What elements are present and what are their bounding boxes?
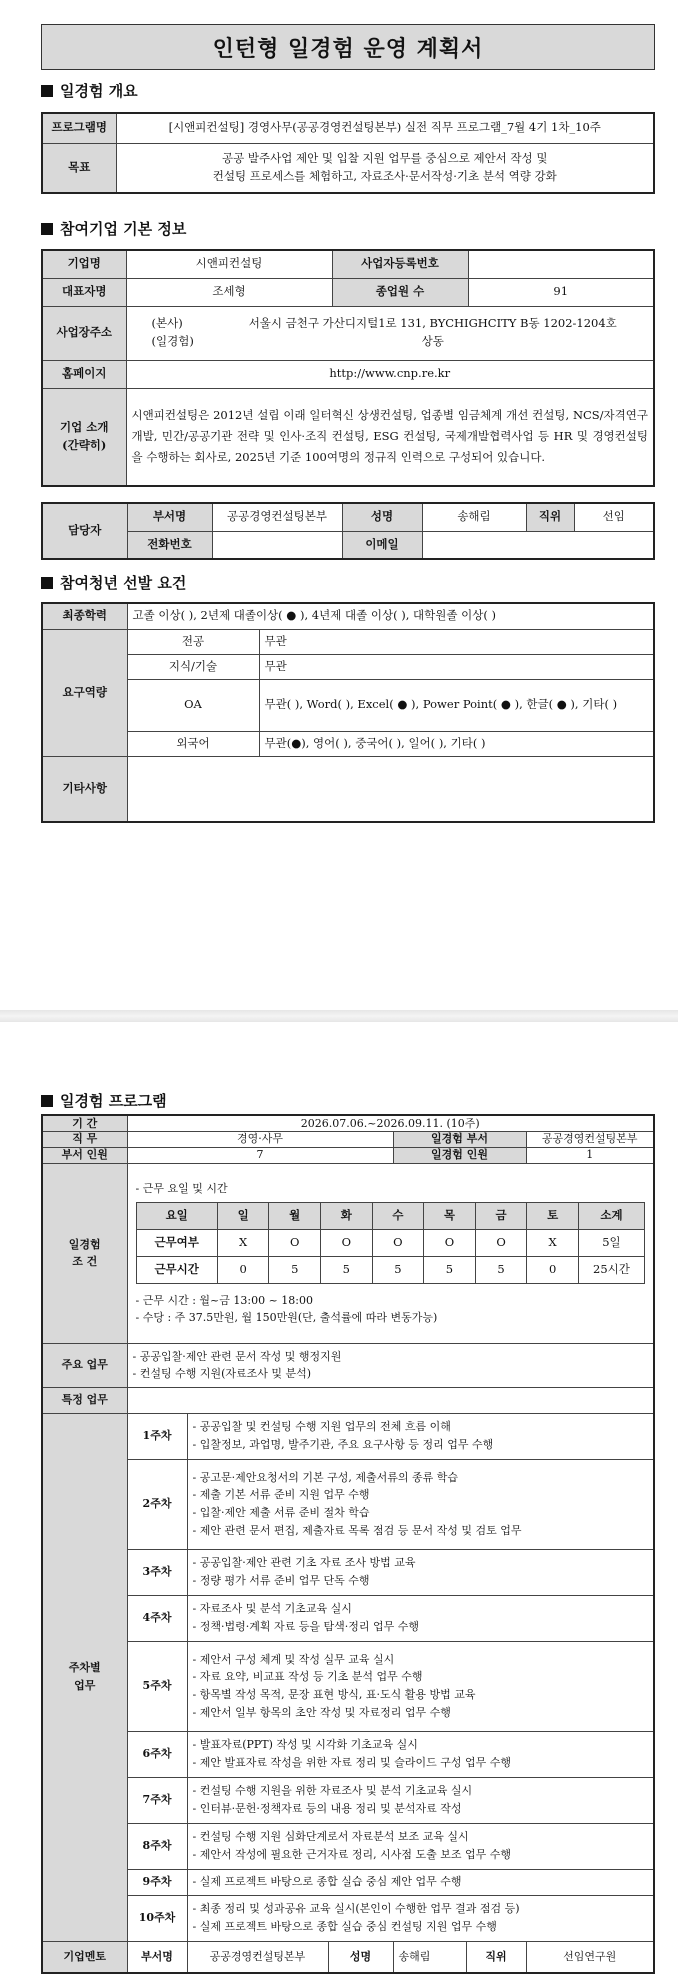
manager-name-label: 성명 [342,503,422,531]
week-task-line: - 제출 기본 서류 준비 지원 업무 수행 [192,1488,370,1502]
week-tasks [187,1869,654,1895]
schedule-cell: 5일 [578,1230,644,1257]
page-gap [0,1010,678,1022]
section-company-heading [41,218,186,239]
schedule-cell: 5 [424,1256,476,1283]
intern-count-label: 일경험 인원 [393,1147,526,1163]
major-value: 무관 [259,629,654,654]
week-task-line: - 입찰정보, 과업명, 발주기관, 주요 요구사항 등 정리 업무 수행 [192,1438,494,1451]
address-value [126,306,654,360]
bizno-label: 사업자등록번호 [332,250,468,278]
etc-value [127,756,654,822]
manager-label: 담당자 [42,503,127,559]
goal-label: 목표 [42,143,116,193]
week-label: 5주차 [127,1641,187,1731]
week-tasks [187,1895,654,1941]
manager-email-value [422,531,654,559]
week-task-line: - 발표자료(PPT) 작성 및 시각화 기초교육 실시 [192,1738,418,1752]
mentor-label: 기업멘토 [42,1941,127,1973]
week-tasks [187,1595,654,1641]
conditions-label-line: 조 건 [72,1255,98,1268]
manager-tel-label: 전화번호 [127,531,212,559]
company-table [41,249,655,487]
main-duty-line: - 컨설팅 수행 지원(자료조사 및 분석) [132,1367,312,1380]
section-title: 일경험 프로그램 [60,1092,167,1110]
week-task-line: - 컨설팅 수행 지원 심화단계로서 자료분석 보조 교육 실시 [192,1830,469,1844]
period-value: 2026.07.06.~2026.09.11. (10주) [127,1115,654,1131]
intern-count-value: 1 [526,1147,654,1163]
section-requirements-heading [41,572,186,593]
schedule-header: 소계 [578,1203,644,1230]
pay-text: - 수당 : 주 37.5만원, 월 150만원(단, 출석률에 따라 변동가능) [135,1310,438,1324]
conditions-intro: - 근무 요일 및 시간 [135,1182,228,1196]
square-bullet-icon [41,85,53,97]
intro-label-line: 기업 소개 [60,419,109,434]
schedule-header: 목 [424,1203,476,1230]
address-hq: 서울시 금천구 가산디지털1로 131, BYCHIGHCITY B동 1202-1204호 [248,316,617,331]
skill-value: 무관 [259,654,654,679]
week-tasks [187,1777,654,1823]
major-label: 전공 [127,629,259,654]
special-duties-label: 특정 업무 [42,1387,127,1413]
language-value: 무관(●), 영어( ), 중국어( ), 일어( ), 기타( ) [259,731,654,756]
homepage-label: 홈페이지 [42,360,126,388]
employee-label: 종업원 수 [332,278,468,306]
manager-tel-value [212,531,342,559]
schedule-cell: O [475,1230,527,1257]
week-label: 3주차 [127,1549,187,1595]
mentor-name-label: 성명 [328,1941,393,1973]
schedule-cell: X [527,1230,579,1257]
weekly-label-line: 업무 [74,1679,96,1692]
schedule-cell: 0 [217,1256,269,1283]
week-label: 7주차 [127,1777,187,1823]
week-label: 8주차 [127,1823,187,1869]
schedule-row-label: 근무시간 [136,1256,217,1283]
main-duties-label: 주요 업무 [42,1343,127,1387]
conditions-label-line: 일경험 [68,1237,101,1251]
schedule-header: 금 [475,1203,527,1230]
schedule-cell: 25시간 [578,1256,644,1283]
program-value: [시앤피컨설팅] 경영사무(공공경영컨설팅본부) 실전 직무 프로그램_7월 4기 1차_10주 [116,113,654,143]
education-value: 고졸 이상( ), 2년제 대졸이상( ● ), 4년제 대졸 이상( ), 대학원졸 이상( ) [127,603,654,629]
address-site: 상동 [421,334,444,348]
address-label: 사업장주소 [42,306,126,360]
schedule-cell: O [269,1230,321,1257]
week-task-line: - 인터뷰·문헌·정책자료 등의 내용 정리 및 분석자료 작성 [192,1802,462,1815]
manager-name-value: 송해림 [422,503,526,531]
program-table [41,1114,655,1974]
company-value: 시앤피컨설팅 [126,250,332,278]
mentor-dept-label: 부서명 [127,1941,187,1973]
main-duties-value [127,1343,654,1387]
section-program-heading [41,1090,167,1111]
company-label: 기업명 [42,250,126,278]
schedule-header: 화 [321,1203,373,1230]
week-task-line: - 공고문·제안요청서의 기본 구성, 제출서류의 종류 학습 [192,1470,458,1484]
ceo-label: 대표자명 [42,278,126,306]
mentor-position-value: 선임연구원 [526,1941,654,1973]
manager-table [41,502,655,560]
conditions-value [127,1163,654,1343]
week-task-line: - 자료조사 및 분석 기초교육 실시 [192,1602,352,1616]
week-task-line: - 제안 발표자료 작성을 위한 자료 정리 및 슬라이드 구성 업무 수행 [192,1756,511,1769]
section-title: 참여청년 선발 요건 [60,574,187,592]
week-tasks [187,1731,654,1777]
program-dept-label: 일경험 부서 [393,1131,526,1147]
manager-email-label: 이메일 [342,531,422,559]
week-task-line: - 정책·법령·계획 자료 등을 탐색·정리 업무 수행 [192,1620,419,1633]
week-task-line: - 공공입찰 및 컨설팅 수행 지원 업무의 전체 흐름 이해 [192,1420,451,1434]
schedule-header: 일 [217,1203,269,1230]
week-task-line: - 공공입찰·제안 관련 기초 자료 조사 방법 교육 [192,1556,416,1570]
oa-value: 무관( ), Word( ), Excel( ● ), Power Point( ● ), 한글( ● ), 기타( ) [259,679,654,731]
ceo-value: 조세형 [126,278,332,306]
square-bullet-icon [41,1095,53,1107]
schedule-header: 요일 [136,1203,217,1230]
etc-label: 기타사항 [42,756,127,822]
week-task-line: - 정량 평가 서류 준비 업무 단독 수행 [192,1574,370,1587]
schedule-cell: 5 [475,1256,527,1283]
week-task-line: - 실제 프로젝트 바탕으로 종합 실습 중심 컨설팅 지원 업무 수행 [192,1920,497,1933]
schedule-header: 수 [372,1203,424,1230]
manager-dept-value: 공공경영컨설팅본부 [212,503,342,531]
manager-position-label: 직위 [526,503,574,531]
week-label: 10주차 [127,1895,187,1941]
mentor-position-label: 직위 [466,1941,526,1973]
program-dept-value: 공공경영컨설팅본부 [526,1131,654,1147]
conditions-label [42,1163,127,1343]
schedule-cell: X [217,1230,269,1257]
week-task-line: - 컨설팅 수행 지원을 위한 자료조사 및 분석 기초교육 실시 [192,1784,473,1798]
schedule-cell: 5 [372,1256,424,1283]
week-task-line: - 제안서 작성에 필요한 근거자료 정리, 시사점 도출 보조 업무 수행 [192,1848,511,1861]
week-label: 4주차 [127,1595,187,1641]
goal-value [116,143,654,193]
week-task-line: - 자료 요약, 비교표 작성 등 기초 분석 업무 수행 [192,1670,423,1684]
goal-line: 컨설팅 프로세스를 체험하고, 자료조사·문서작성·기초 분석 역량 강화 [212,168,557,183]
main-duty-line: - 공공입찰·제안 관련 문서 작성 및 행정지원 [132,1349,342,1363]
employee-value: 91 [468,278,654,306]
week-tasks [187,1459,654,1549]
schedule-header: 토 [527,1203,579,1230]
schedule-row-label: 근무여부 [136,1230,217,1257]
overview-table [41,112,655,194]
work-schedule-table [136,1202,646,1283]
week-task-line: - 제안서 일부 항목의 초안 작성 및 자료정리 업무 수행 [192,1705,451,1719]
schedule-header: 월 [269,1203,321,1230]
intro-value: 시앤피컨설팅은 2012년 설립 이래 일터혁신 상생컨설팅, 업종별 임금체계 개선 컨설팅, NCS/자격연구개발, 민간/공공기관 전략 및 인사·조직 컨설팅, ESG 컨설팅, 국제개발협력사업 등 HR 및 경영컨설팅을 수행하는 회사로, 2025년 기준 100여명의 정규직 인력으로 구성되어 있습니다. [126,388,654,486]
week-task-line: - 입찰·제안 제출 서류 준비 절차 학습 [192,1506,370,1519]
week-task-line: - 항목별 작성 목적, 문장 표현 방식, 표·도식 활용 방법 교육 [192,1688,476,1701]
program-label: 프로그램명 [42,113,116,143]
requirements-table [41,602,655,823]
schedule-cell: O [424,1230,476,1257]
week-task-line: - 실제 프로젝트 바탕으로 종합 실습 중심 제안 업무 수행 [192,1875,462,1889]
homepage-link[interactable]: http://www.cnp.re.kr [126,360,654,388]
square-bullet-icon [41,223,53,235]
period-label: 기 간 [42,1115,127,1131]
special-duties-value [127,1387,654,1413]
address-hq-tag: (본사) [151,316,183,331]
bizno-value [468,250,654,278]
week-tasks [187,1413,654,1459]
intro-label-line: (간략히) [62,437,107,452]
weekly-label-line: 주차별 [68,1661,101,1675]
week-tasks [187,1823,654,1869]
schedule-cell: 0 [527,1256,579,1283]
goal-line: 공공 발주사업 제안 및 입찰 지원 업무를 중심으로 제안서 작성 및 [222,150,548,165]
skill-label: 지식/기술 [127,654,259,679]
competency-label: 요구역량 [42,629,127,756]
section-overview-heading [41,80,138,101]
week-task-line: - 제안 관련 문서 편집, 제출자료 목록 점검 등 문서 작성 및 검토 업무 [192,1523,522,1537]
job-value: 경영·사무 [127,1131,393,1147]
mentor-dept-value: 공공경영컨설팅본부 [187,1941,328,1973]
week-task-line: - 최종 정리 및 성과공유 교육 실시(본인이 수행한 업무 결과 점검 등) [192,1902,520,1916]
education-label: 최종학력 [42,603,127,629]
weekly-tasks-label [42,1413,127,1941]
document-title: 인턴형 일경험 운영 계획서 [41,24,655,70]
schedule-cell: 5 [321,1256,373,1283]
work-time-text: - 근무 시간 : 월~금 13:00 ~ 18:00 [135,1293,313,1307]
intro-label [42,388,126,486]
address-site-tag: (일경험) [151,334,194,348]
section-title: 일경험 개요 [60,82,138,100]
job-label: 직 무 [42,1131,127,1147]
oa-label: OA [127,679,259,731]
week-label: 2주차 [127,1459,187,1549]
week-tasks [187,1641,654,1731]
schedule-cell: 5 [269,1256,321,1283]
week-tasks [187,1549,654,1595]
manager-position-value: 선임 [574,503,654,531]
week-label: 1주차 [127,1413,187,1459]
staff-value: 7 [127,1147,393,1163]
week-label: 6주차 [127,1731,187,1777]
schedule-cell: O [372,1230,424,1257]
section-title: 참여기업 기본 정보 [60,220,187,238]
week-task-line: - 제안서 구성 체계 및 작성 실무 교육 실시 [192,1652,395,1666]
language-label: 외국어 [127,731,259,756]
schedule-cell: O [321,1230,373,1257]
staff-label: 부서 인원 [42,1147,127,1163]
page-2 [0,1022,678,1975]
mentor-name-value: 송해림 [393,1941,466,1973]
square-bullet-icon [41,577,53,589]
week-label: 9주차 [127,1869,187,1895]
manager-dept-label: 부서명 [127,503,212,531]
